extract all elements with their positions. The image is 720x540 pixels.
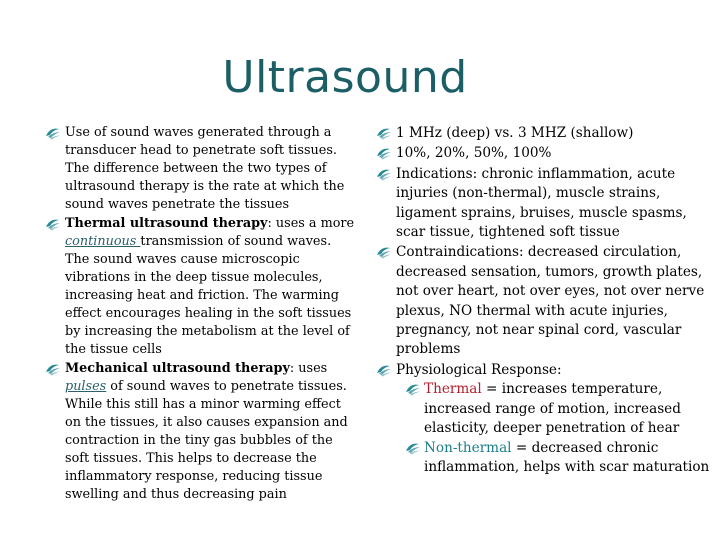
wing-bullet-icon [44, 360, 62, 378]
sub-list-item [375, 380, 710, 438]
bullet-text: 1 MHz (deep) vs. 3 MHZ (shallow) [396, 125, 634, 141]
sub-text: = increases temperature, increased range of motion, increased elasticity, deeper penetration of hear [424, 381, 681, 437]
left-column [44, 124, 356, 504]
wing-bullet-icon [404, 380, 422, 398]
wing-bullet-icon [404, 439, 422, 457]
bullet-text: Indications: chronic inflammation, acute injuries (non-thermal), muscle strains, ligament sprains, bruises, muscle spasms, scar tissue, tightened soft tissue [396, 165, 687, 241]
list-item [375, 124, 710, 143]
bullet-text: Contraindications: decreased circulation, decreased sensation, tumors, growth plates, not over heart, not over eyes, not over nerve plexus, NO thermal with acute injuries, pregnancy, not near spinal cord, vascular problems [396, 244, 705, 358]
wing-bullet-icon [375, 124, 393, 142]
sub-text: = decreased chronic inflammation, helps with scar maturation [424, 439, 710, 475]
list-item [375, 243, 710, 359]
bullet-text: Use of sound waves generated through a transducer head to penetrate soft tissues. The difference between the two types of ultrasound therapy is the rate at which the sound waves penetrate the tissues [65, 125, 345, 212]
wing-bullet-icon [375, 144, 393, 162]
sub-label-thermal: Thermal [424, 381, 482, 398]
list-item [375, 144, 710, 163]
bullet-label: Mechanical ultrasound therapy [65, 361, 290, 376]
list-item [375, 165, 710, 243]
list-item [44, 360, 356, 504]
underlined-term: continuous [65, 234, 141, 249]
wing-bullet-icon [375, 243, 393, 261]
bullet-text: : uses a more [267, 216, 355, 231]
slide-title: Ultrasound [222, 52, 468, 103]
bullet-text: : uses [289, 361, 328, 376]
right-column [375, 124, 710, 477]
sub-label-non-thermal: Non-thermal [424, 439, 512, 456]
wing-bullet-icon [44, 215, 62, 233]
bullet-text: Physiological Response: [396, 361, 562, 378]
list-item [44, 124, 356, 214]
wing-bullet-icon [375, 361, 393, 379]
bullet-label: Thermal ultrasound therapy [65, 216, 268, 231]
list-item [44, 215, 356, 359]
wing-bullet-icon [375, 165, 393, 183]
bullet-text: transmission of sound waves. The sound waves cause microscopic vibrations in the deep tissue molecules, increasing heat and friction. The warming effect encourages healing in the soft tissues by increasing the metabolism at the level of the tissue cells [65, 234, 352, 357]
list-item [375, 361, 710, 380]
wing-bullet-icon [44, 124, 62, 142]
bullet-text: 10%, 20%, 50%, 100% [396, 145, 552, 162]
bullet-text: of sound waves to penetrate tissues. While this still has a minor warming effect on the tissues, it also causes expansion and contraction in the tiny gas bubbles of the soft tissues. This helps to decrease the inflammatory response, reducing tissue swelling and thus decreasing pain [65, 379, 348, 502]
sub-list-item [375, 439, 710, 478]
underlined-term: pulses [65, 379, 107, 394]
